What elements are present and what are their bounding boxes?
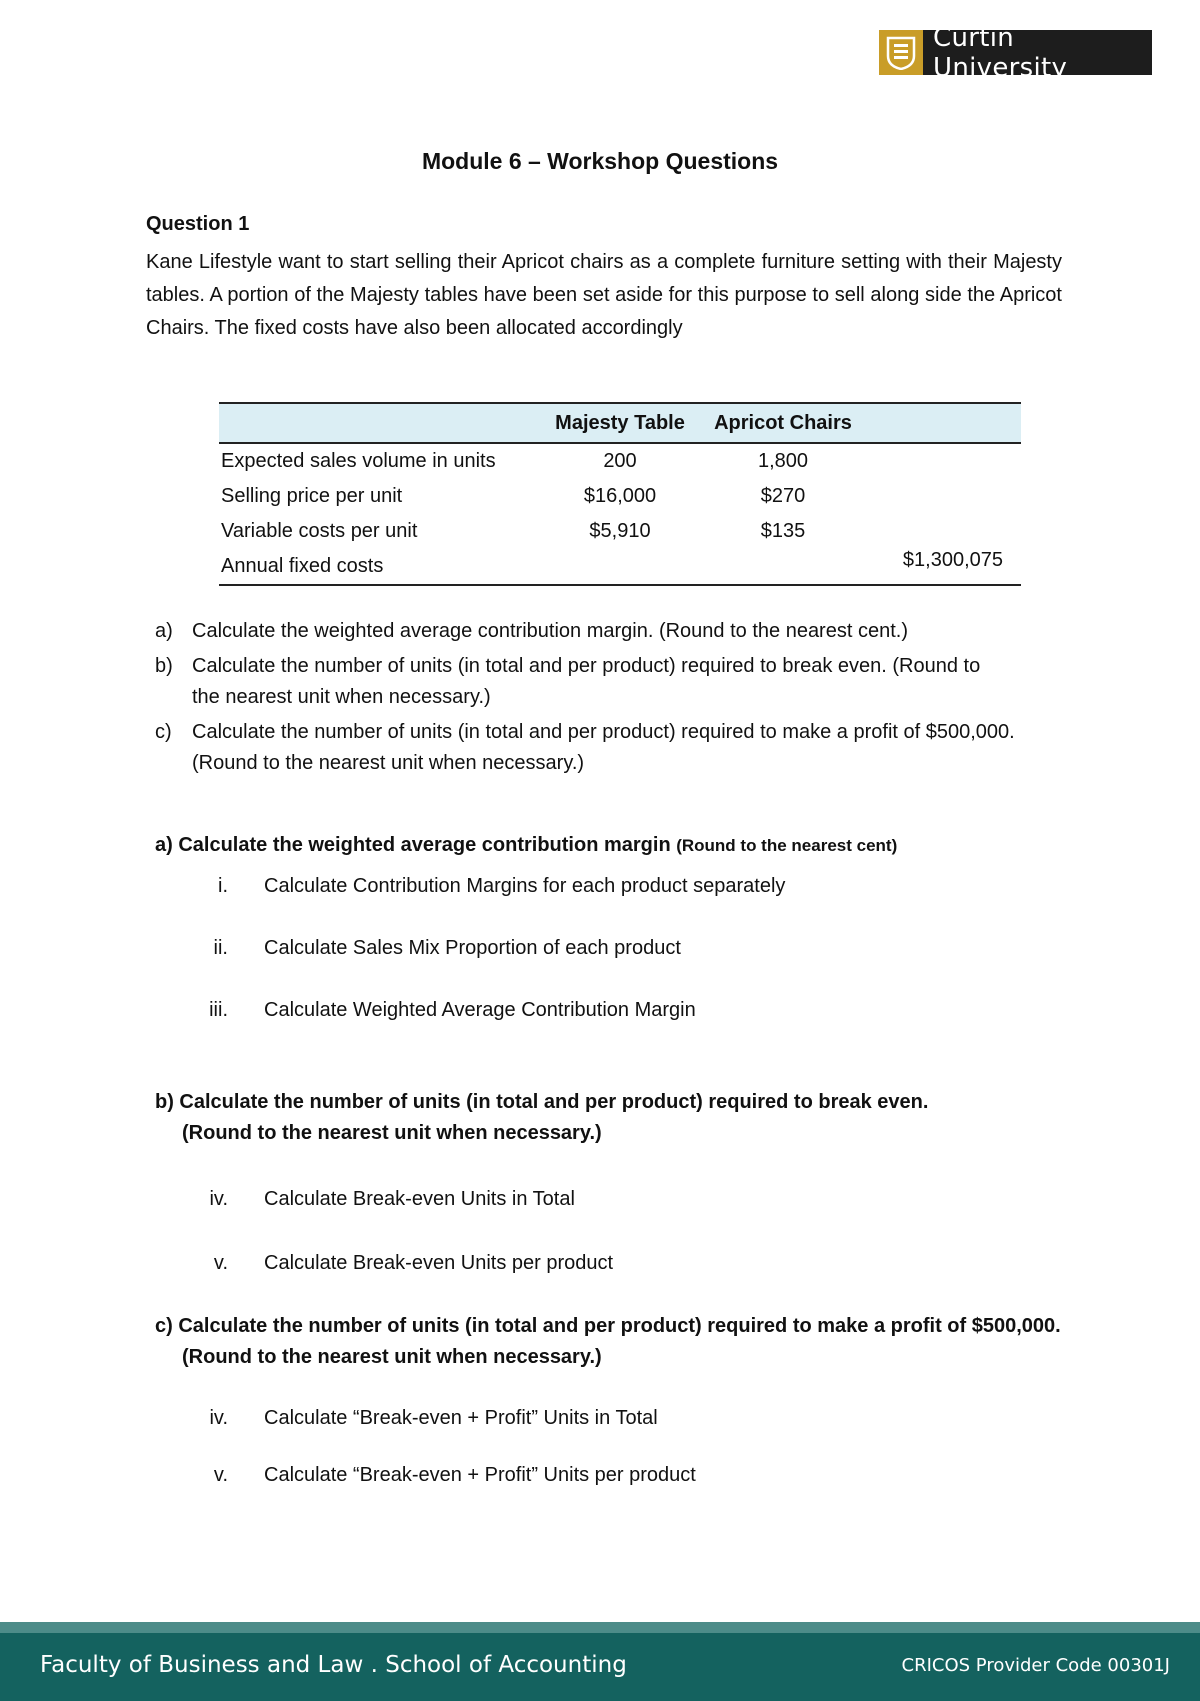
step-number: iv. bbox=[209, 1407, 228, 1429]
section-b-heading-cont: (Round to the nearest unit when necessary.) bbox=[182, 1122, 602, 1144]
row-label: Selling price per unit bbox=[221, 485, 403, 507]
list-marker: c) bbox=[155, 721, 172, 743]
page-title: Module 6 – Workshop Questions bbox=[421, 148, 779, 174]
list-item bbox=[155, 616, 1055, 647]
section-c-heading-text: c) Calculate the number of units (in total and per product) required to make a profit of $500,000. bbox=[155, 1315, 1061, 1337]
step-text: Calculate “Break-even + Profit” Units per product bbox=[264, 1464, 696, 1486]
curtin-logo bbox=[879, 22, 1152, 83]
row-label: Expected sales volume in units bbox=[221, 450, 496, 472]
step-item bbox=[200, 1461, 1080, 1489]
step-item bbox=[200, 1249, 1080, 1277]
question-heading: Question 1 bbox=[146, 213, 250, 235]
step-number: i. bbox=[218, 875, 228, 897]
step-number: v. bbox=[213, 1252, 228, 1274]
section-b-heading bbox=[155, 1087, 928, 1149]
requirement-text: Calculate the number of units (in total and per product) required to break even. (Round to the nearest unit when necessary.) bbox=[192, 655, 981, 708]
table-cell bbox=[863, 514, 1021, 549]
requirement-text: Calculate the number of units (in total and per product) required to make a profit of $500,000. (Round to the nearest unit when necessary.) bbox=[192, 721, 1015, 774]
section-a-heading bbox=[155, 830, 897, 861]
step-item bbox=[200, 934, 1080, 962]
section-c-heading bbox=[155, 1311, 1061, 1373]
step-number: ii. bbox=[213, 937, 228, 959]
table-header-cell bbox=[219, 403, 537, 443]
list-item bbox=[155, 717, 1072, 779]
step-number: iv. bbox=[209, 1188, 228, 1210]
table-cell bbox=[863, 443, 1021, 479]
footer-band bbox=[0, 1622, 1200, 1633]
step-text: Calculate Contribution Margins for each product separately bbox=[264, 875, 786, 897]
section-b-heading-text: b) Calculate the number of units (in total and per product) required to break even. bbox=[155, 1091, 929, 1113]
step-item bbox=[200, 1185, 1080, 1213]
table-cell: 1,800 bbox=[757, 450, 809, 472]
step-item bbox=[200, 872, 1080, 900]
logo-text: Curtin University bbox=[933, 22, 1068, 83]
step-number: iii. bbox=[209, 999, 228, 1021]
list-item bbox=[155, 651, 1012, 713]
section-c-heading-cont: (Round to the nearest unit when necessary.) bbox=[182, 1346, 602, 1368]
list-marker: a) bbox=[155, 620, 173, 642]
table-cell: $1,300,075 bbox=[863, 549, 1021, 585]
requirement-text: Calculate the weighted average contribution margin. (Round to the nearest cent.) bbox=[192, 620, 908, 642]
table-row bbox=[219, 549, 1021, 585]
step-item bbox=[200, 996, 1080, 1024]
table-cell bbox=[863, 479, 1021, 514]
row-label: Variable costs per unit bbox=[221, 520, 418, 542]
step-text: Calculate Break-even Units per product bbox=[264, 1252, 614, 1274]
question-intro: Kane Lifestyle want to start selling their Apricot chairs as a complete furniture setting with their Majesty tables. A portion of the Majesty tables have been set aside for this purpose to sell along side the Apricot Chairs. The fixed costs have also been allocated accordingly bbox=[146, 251, 1062, 339]
page-footer bbox=[0, 1622, 1200, 1701]
cost-data-table bbox=[219, 402, 1021, 586]
section-a-note: (Round to the nearest cent) bbox=[676, 836, 898, 855]
step-text: Calculate “Break-even + Profit” Units in Total bbox=[264, 1407, 658, 1429]
table-cell: $5,910 bbox=[589, 520, 651, 542]
step-text: Calculate Weighted Average Contribution Margin bbox=[264, 999, 696, 1021]
step-item bbox=[200, 1404, 1080, 1432]
step-text: Calculate Break-even Units in Total bbox=[264, 1188, 575, 1210]
table-row bbox=[219, 443, 1021, 479]
section-a-heading-text: a) Calculate the weighted average contribution margin bbox=[155, 834, 671, 856]
table-header-cell bbox=[863, 403, 1021, 443]
curtin-crest-icon bbox=[879, 30, 923, 75]
table-cell bbox=[537, 549, 703, 585]
table-cell: $135 bbox=[760, 520, 806, 542]
table-cell: $16,000 bbox=[583, 485, 657, 507]
step-number: v. bbox=[213, 1464, 228, 1486]
row-label: Annual fixed costs bbox=[219, 549, 537, 585]
table-cell: $270 bbox=[760, 485, 806, 507]
step-text: Calculate Sales Mix Proportion of each product bbox=[264, 937, 681, 959]
table-cell: 200 bbox=[603, 450, 637, 472]
requirements-list bbox=[155, 616, 1055, 783]
table-row bbox=[219, 479, 1021, 514]
table-row bbox=[219, 514, 1021, 549]
table-header-cell: Apricot Chairs bbox=[703, 403, 863, 443]
table-header-cell: Majesty Table bbox=[537, 403, 703, 443]
table-header-row bbox=[219, 403, 1021, 443]
table-cell bbox=[703, 549, 863, 585]
footer-faculty: Faculty of Business and Law . School of Accounting bbox=[40, 1652, 627, 1678]
list-marker: b) bbox=[155, 655, 173, 677]
footer-cricos: CRICOS Provider Code 00301J bbox=[901, 1655, 1170, 1676]
